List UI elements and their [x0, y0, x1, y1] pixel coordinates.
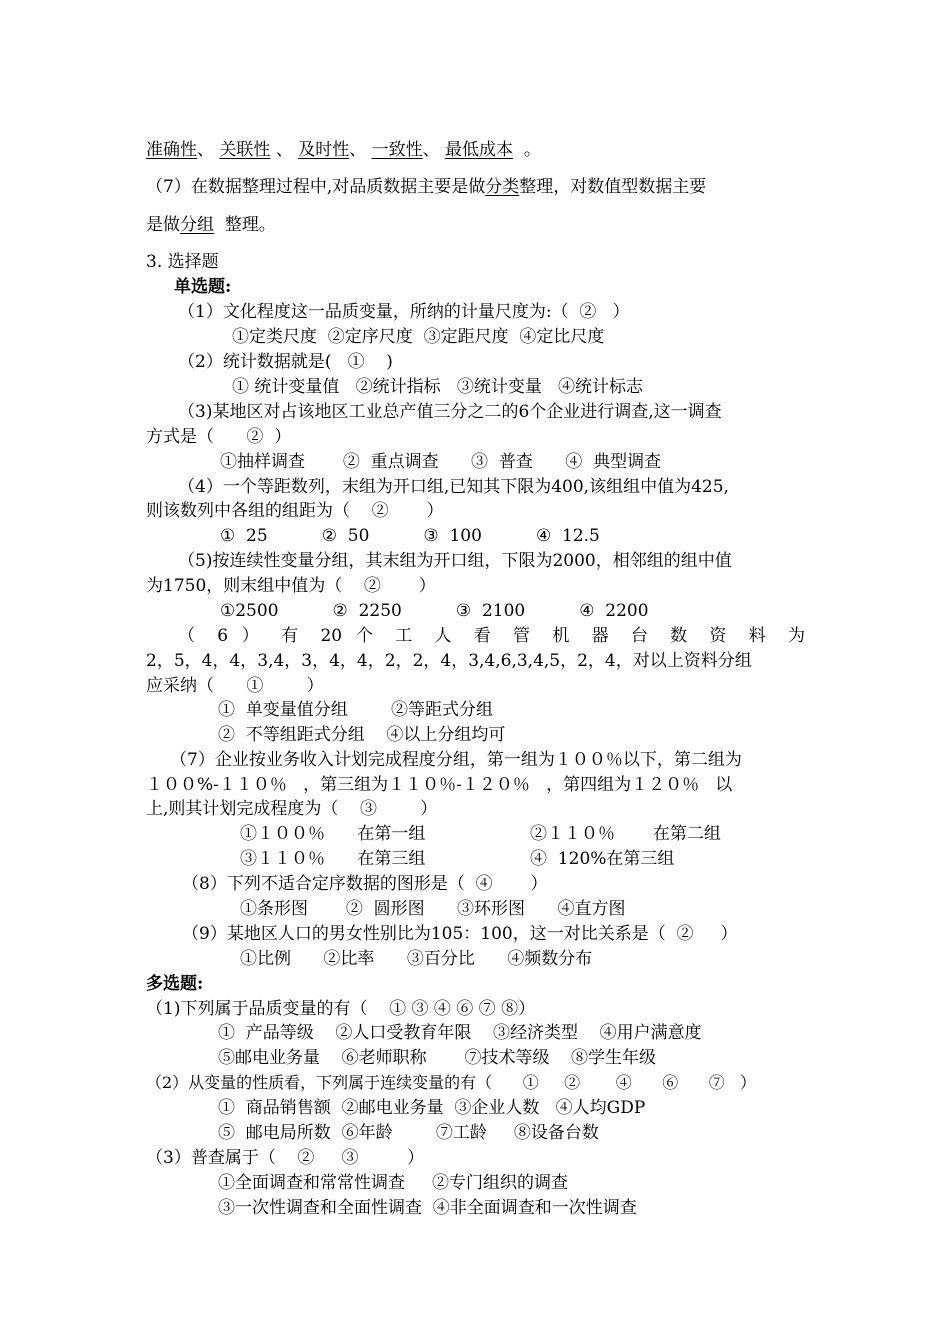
single-q5-stem-2: 为1750，则末组中值为（ ② ）: [146, 576, 436, 596]
q7-text-4: 整理。: [224, 215, 276, 235]
multi-q1-options-2: ⑤邮电业务量 ⑥老师职称 ⑦技术等级 ⑧学生年级: [218, 1048, 657, 1068]
multi-q3-stem: （3）普查属于（ ② ③ ）: [146, 1148, 425, 1168]
single-q7-option-1: ①１００％ 在第一组: [240, 824, 426, 844]
separator: 、: [349, 140, 367, 160]
q7-text-2: 整理，对数值型数据主要: [519, 177, 707, 197]
single-q3-stem-2: 方式是（ ② ）: [146, 427, 292, 447]
single-q7-stem-3: 上,则其计划完成程度为（ ③ ）: [146, 799, 438, 819]
single-q7-stem-1: （7）企业按业务收入计划完成程度分组，第一组为１００％以下，第二组为: [170, 750, 742, 770]
single-q7-option-3: ③１１０％ 在第三组: [240, 849, 426, 869]
answer-lowest-cost: 最低成本: [445, 140, 514, 160]
single-q8-stem: （8）下列不适合定序数据的图形是（ ④ ）: [182, 874, 548, 894]
answer-consistency: 一致性: [371, 140, 423, 160]
single-q6-stem-1: （ 6 ） 有 20 个 工 人 看 管 机 器 台 数 资 料 为: [178, 626, 805, 646]
single-q4-stem-2: 则该数列中各组的组距为（ ② ）: [146, 501, 444, 521]
multi-q3-options-1: ①全面调查和常常性调查 ②专门组织的调查: [218, 1173, 569, 1193]
multi-q3-options-2: ③一次性调查和全面性调查 ④非全面调查和一次性调查: [218, 1198, 637, 1218]
single-q3-stem-1: （3)某地区对占该地区工业总产值三分之二的6个企业进行调查,这一调查: [178, 402, 722, 422]
multi-q2-options-1: ① 商品销售额 ②邮电业务量 ③企业人数 ④人均GDP: [218, 1098, 646, 1118]
multi-q1-options-1: ① 产品等级 ②人口受教育年限 ③经济类型 ④用户满意度: [218, 1023, 702, 1043]
line-end: 。: [523, 140, 541, 160]
single-q9-options: ①比例 ②比率 ③百分比 ④频数分布: [240, 949, 593, 969]
answer-accuracy: 准确性: [146, 140, 197, 160]
separator: 、: [422, 140, 440, 160]
single-q6-options-2: ② 不等组距式分组 ④以上分组均可: [218, 725, 506, 745]
single-q4-options: ① 25 ② 50 ③ 100 ④ 12.5: [220, 526, 600, 546]
answer-classification: 分类: [485, 177, 520, 197]
single-q2-options: ① 统计变量值 ②统计指标 ③统计变量 ④统计标志: [232, 377, 644, 397]
single-q5-stem-1: （5)按连续性变量分组，其末组为开口组，下限为2000，相邻组的组中值: [178, 551, 732, 571]
single-q8-options: ①条形图 ② 圆形图 ③环形图 ④直方图: [240, 899, 626, 919]
multi-q1-stem: （1)下列属于品质变量的有（ ① ③ ④ ⑥ ⑦ ⑧）: [146, 999, 536, 1019]
answer-timeliness: 及时性: [298, 140, 350, 160]
single-q4-stem-1: （4）一个等距数列，末组为开口组,已知其下限为400,该组组中值为425,: [178, 477, 729, 497]
multi-q2-stem: （2）从变量的性质看，下列属于连续变量的有（ ① ② ④ ⑥ ⑦ ）: [146, 1073, 757, 1092]
q7-text-3: 是做: [146, 215, 180, 235]
single-q3-options: ①抽样调查 ② 重点调查 ③ 普查 ④ 典型调查: [220, 452, 662, 472]
single-q7-stem-2: １００%-１１０％ ，第三组为１１０％-１２０％ ，第四组为１２０％ 以: [146, 775, 733, 795]
fill-in-answers-line: [146, 139, 541, 161]
single-q9-stem: （9）某地区人口的男女性别比为105：100，这一对比关系是（ ② ）: [182, 924, 738, 944]
q7-text-1: （7）在数据整理过程中,对品质数据主要是做: [146, 177, 486, 197]
multi-q2-options-2: ⑤ 邮电局所数 ⑥年龄 ⑦工龄 ⑧设备台数: [218, 1123, 599, 1143]
single-q6-options-1: ① 单变量值分组 ②等距式分组: [218, 700, 494, 720]
single-q1-options: ①定类尺度 ②定序尺度 ③定距尺度 ④定比尺度: [232, 327, 605, 347]
single-q5-options: ①2500 ② 2250 ③ 2100 ④ 2200: [220, 601, 649, 621]
separator: 、: [197, 140, 214, 160]
single-choice-heading: 单选题:: [174, 277, 232, 297]
single-q1-stem: （1）文化程度这一品质变量，所纳的计量尺度为:（ ② ）: [178, 302, 630, 322]
fill-in-q7-line2: [146, 214, 276, 236]
separator: 、: [275, 140, 293, 160]
multi-choice-heading: 多选题:: [146, 974, 204, 994]
fill-in-q7-line1: [146, 176, 706, 198]
section-title: 3. 选择题: [146, 252, 219, 272]
single-q6-stem-3: 应采纳（ ① ）: [146, 676, 324, 696]
single-q6-stem-2: 2，5，4，4，3,4，3，4，4，2，2，4，3,4,6,3,4,5，2，4，对以上资料分组: [146, 651, 752, 671]
answer-grouping: 分组: [180, 215, 214, 235]
single-q7-option-2: ②１１０％ 在第二组: [530, 824, 721, 844]
single-q2-stem: （2）统计数据就是( ① ): [178, 352, 393, 372]
answer-relevance: 关联性: [219, 140, 271, 160]
single-q7-option-4: ④ 120%在第三组: [530, 849, 675, 869]
